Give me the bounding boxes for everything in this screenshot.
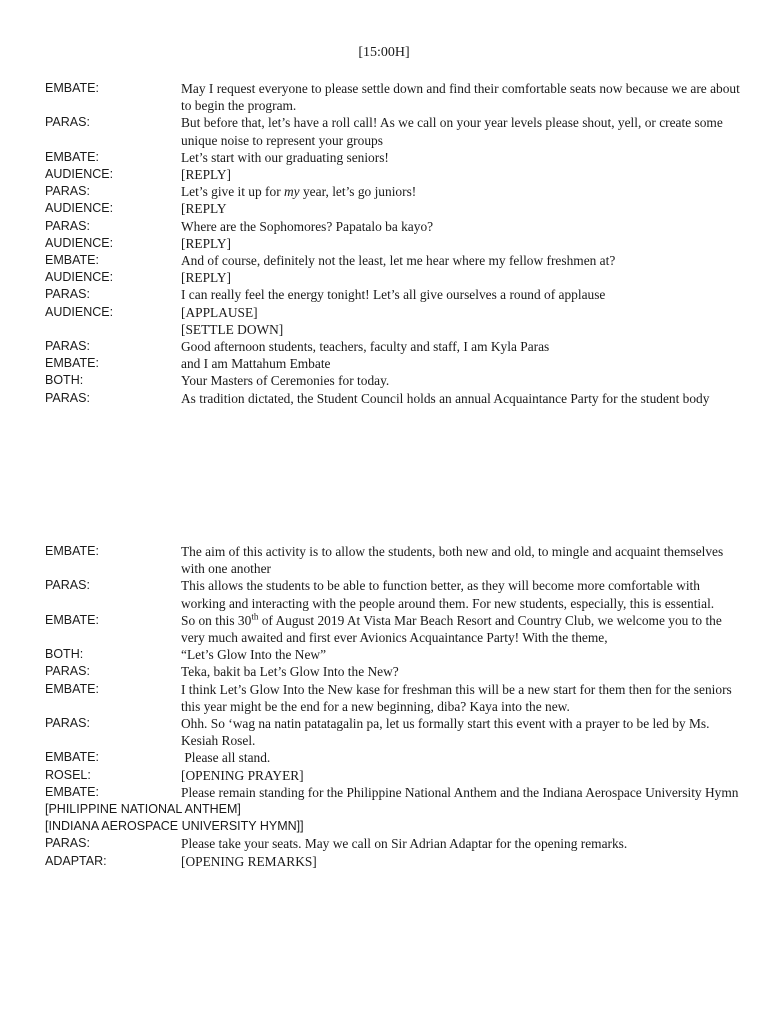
- speaker-label: EMBATE:: [45, 253, 99, 268]
- dialogue-text: And of course, definitely not the least, let me hear where my fellow freshmen at?: [181, 253, 616, 269]
- script-line: [45, 853, 735, 870]
- speaker-label: PARAS:: [45, 287, 90, 302]
- script-line: [45, 818, 735, 835]
- speaker-label: EMBATE:: [45, 149, 99, 164]
- script-line: [45, 372, 735, 389]
- dialogue-text: As tradition dictated, the Student Council holds an annual Acquaintance Party for the student body: [181, 390, 710, 406]
- ordinal-suffix: th: [251, 611, 259, 622]
- dialogue-text-part: Let’s give it up for: [181, 184, 285, 200]
- script-line: [45, 612, 735, 646]
- speaker-label: PARAS:: [45, 390, 90, 405]
- dialogue-text: Your Masters of Ceremonies for today.: [181, 373, 390, 389]
- dialogue-text: I think Let’s Glow Into the New kase for freshman this will be a new start for them then for the seniors this year might be the end for a new beginning, diba? Kaya into the new.: [181, 681, 732, 714]
- script-line: [45, 218, 735, 235]
- speaker-label: AUDIENCE:: [45, 235, 114, 250]
- speaker-label: EMBATE:: [45, 356, 99, 371]
- speaker-label: ROSEL:: [45, 767, 91, 782]
- script-line: [45, 543, 735, 577]
- script-line: [45, 235, 735, 252]
- dialogue-text: and I am Mattahum Embate: [181, 356, 331, 372]
- speaker-label: AUDIENCE:: [45, 270, 114, 285]
- speaker-label: PARAS:: [45, 664, 90, 679]
- dialogue-text: But before that, let’s have a roll call! As we call on your year levels please shout, yell, or create some unique noise to represent your groups: [181, 115, 723, 148]
- stage-direction: [INDIANA AEROSPACE UNIVERSITY HYMN]]: [45, 819, 304, 834]
- speaker-label: PARAS:: [45, 339, 90, 354]
- speaker-label: PARAS:: [45, 184, 90, 199]
- speaker-label: EMBATE:: [45, 784, 99, 799]
- dialogue-text: [REPLY]: [181, 270, 231, 286]
- speaker-label: EMBATE:: [45, 544, 99, 558]
- script-line: [45, 681, 735, 715]
- speaker-label: ADAPTAR:: [45, 853, 107, 868]
- dialogue-text-part: So on this 30: [181, 612, 252, 628]
- speaker-label: EMBATE:: [45, 681, 99, 696]
- speaker-label: BOTH:: [45, 647, 84, 662]
- speaker-label: PARAS:: [45, 716, 90, 731]
- dialogue-text: [181, 183, 741, 200]
- script-block-2: [45, 543, 739, 870]
- dialogue-text: [REPLY]: [181, 235, 231, 251]
- script-line: [45, 338, 735, 355]
- script-line: [45, 715, 735, 749]
- script-line: [45, 80, 740, 114]
- dialogue-text: Let’s start with our graduating seniors!: [181, 149, 389, 165]
- script-line: [45, 767, 735, 784]
- dialogue-text: I can really feel the energy tonight! Let’s all give ourselves a round of applause: [181, 287, 606, 303]
- dialogue-text: [REPLY: [181, 201, 227, 217]
- stage-direction: [SETTLE DOWN]: [181, 321, 284, 337]
- script-line: [45, 304, 735, 321]
- script-line: [45, 355, 735, 372]
- dialogue-text: Where are the Sophomores? Papatalo ba kayo?: [181, 218, 434, 234]
- speaker-label: BOTH:: [45, 373, 84, 388]
- dialogue-text: [OPENING REMARKS]: [181, 853, 317, 869]
- dialogue-text: [APPLAUSE]: [181, 304, 258, 320]
- dialogue-text: May I request everyone to please settle down and find their comfortable seats now because we are about to begin the program.: [181, 81, 740, 114]
- speaker-label: EMBATE:: [45, 612, 99, 627]
- script-line: [45, 749, 735, 766]
- script-line: [45, 784, 739, 801]
- script-line: [45, 200, 735, 217]
- script-line: [45, 269, 735, 286]
- time-heading: [15:00H]: [358, 45, 410, 60]
- script-line: [45, 321, 735, 338]
- dialogue-text: Please all stand.: [181, 750, 271, 766]
- script-line: [45, 390, 735, 407]
- script-line: [45, 286, 735, 303]
- script-line: [45, 166, 735, 183]
- script-line: [45, 252, 735, 269]
- dialogue-text: Please take your seats. May we call on Sir Adrian Adaptar for the opening remarks.: [181, 836, 628, 852]
- speaker-label: AUDIENCE:: [45, 304, 114, 319]
- speaker-label: EMBATE:: [45, 81, 99, 95]
- script-line: [45, 835, 735, 852]
- speaker-label: AUDIENCE:: [45, 201, 114, 216]
- stage-direction: [PHILIPPINE NATIONAL ANTHEM]: [45, 802, 241, 817]
- script-line: [45, 663, 735, 680]
- script-line: [45, 646, 735, 663]
- dialogue-text: [REPLY]: [181, 167, 231, 183]
- dialogue-text-part: year, let’s go juniors!: [299, 184, 417, 200]
- speaker-label: PARAS:: [45, 578, 90, 593]
- dialogue-text: The aim of this activity is to allow the students, both new and old, to mingle and acquaint themselves with one another: [181, 544, 724, 577]
- script-line: [45, 149, 735, 166]
- script-block-1: [45, 80, 740, 407]
- script-line: [45, 577, 735, 611]
- emphasized-word: my: [284, 184, 300, 200]
- speaker-label: PARAS:: [45, 115, 90, 130]
- dialogue-text: [181, 612, 741, 646]
- script-line: [45, 801, 735, 818]
- speaker-label: PARAS:: [45, 836, 90, 851]
- speaker-label: PARAS:: [45, 218, 90, 233]
- dialogue-text: This allows the students to be able to function better, as they will become more comfortable with working and interacting with the people around them. For new students, especially, this is essential.: [181, 578, 715, 611]
- speaker-label: AUDIENCE:: [45, 167, 114, 182]
- script-line: [45, 114, 735, 148]
- script-line: [45, 183, 735, 200]
- dialogue-text: Teka, bakit ba Let’s Glow Into the New?: [181, 664, 399, 680]
- dialogue-text: Please remain standing for the Philippine National Anthem and the Indiana Aerospace University Hymn: [181, 784, 739, 800]
- dialogue-text: Ohh. So ‘wag na natin patatagalin pa, let us formally start this event with a prayer to be led by Ms. Kesiah Rosel.: [181, 716, 710, 749]
- dialogue-text: [OPENING PRAYER]: [181, 767, 304, 783]
- dialogue-text: “Let’s Glow Into the New”: [181, 647, 327, 663]
- speaker-label: EMBATE:: [45, 750, 99, 765]
- dialogue-text-part: of August 2019 At Vista Mar Beach Resort and Country Club, we welcome you to the very much awaited and first ever Avionics Acquaintance Party! With the theme,: [181, 612, 722, 646]
- dialogue-text: Good afternoon students, teachers, faculty and staff, I am Kyla Paras: [181, 339, 550, 355]
